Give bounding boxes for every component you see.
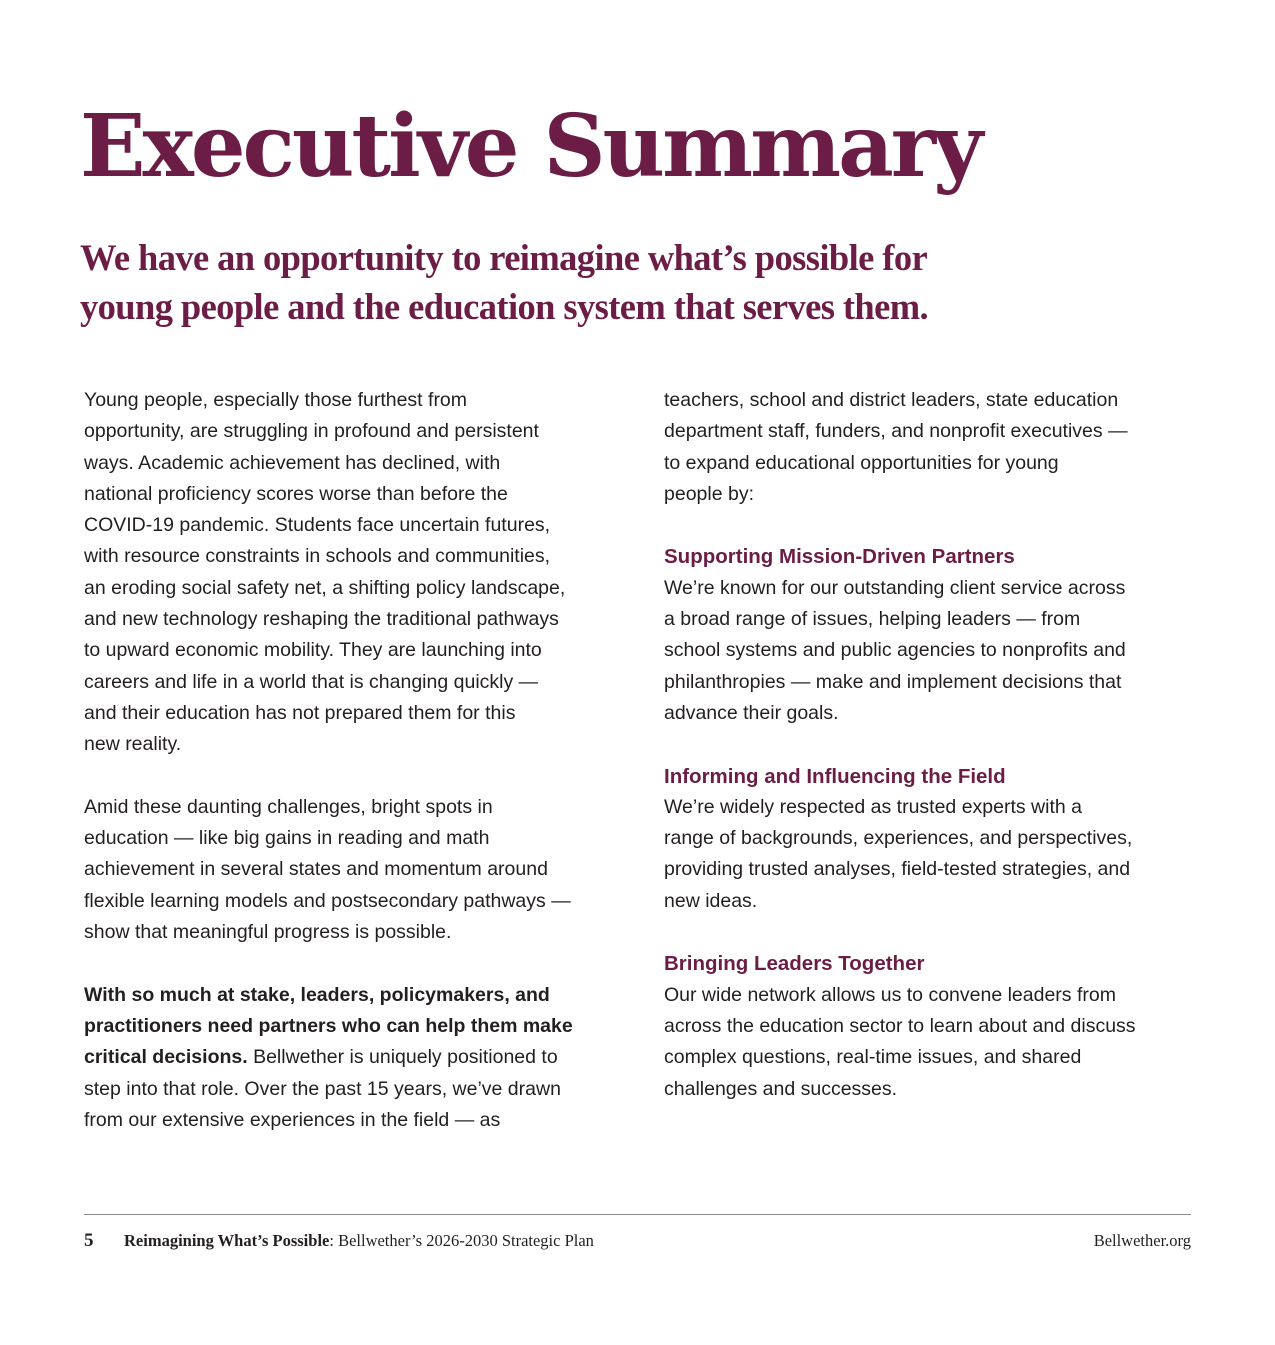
left-column	[84, 385, 624, 1136]
section-body-informing-field	[664, 792, 1194, 917]
text-line: to upward economic mobility. They are launching into	[84, 639, 542, 662]
regular-text: Bellwether is uniquely positioned to	[247, 1046, 558, 1069]
text-line: advance their goals.	[664, 701, 839, 724]
text-line: new reality.	[84, 733, 182, 756]
text-line: department staff, funders, and nonprofit executives —	[664, 420, 1128, 443]
text-line: careers and life in a world that is changing quickly —	[84, 670, 539, 693]
section-heading-bringing-leaders: Bringing Leaders Together	[664, 952, 925, 976]
subtitle-line: young people and the education system that serves them.	[80, 286, 929, 327]
subtitle-line: We have an opportunity to reimagine what’s possible for	[80, 237, 928, 278]
text-line: show that meaningful progress is possible.	[84, 921, 452, 944]
paragraph-intro-continued	[664, 385, 1194, 510]
text-line: complex questions, real-time issues, and shared	[664, 1046, 1082, 1069]
text-line: an eroding social safety net, a shifting policy landscape,	[84, 576, 566, 599]
text-line: with resource constraints in schools and communities,	[84, 545, 551, 568]
section-body-supporting-partners	[664, 573, 1194, 729]
bold-text: practitioners need partners who can help them make	[84, 1014, 573, 1037]
text-line: ways. Academic achievement has declined, with	[84, 451, 501, 474]
text-line	[84, 1042, 624, 1073]
text-line: Amid these daunting challenges, bright spots in	[84, 795, 493, 818]
page-title: Executive Summary	[80, 96, 981, 197]
bold-text: critical decisions.	[84, 1046, 248, 1069]
footer-divider	[84, 1214, 1191, 1215]
text-line: challenges and successes.	[664, 1077, 898, 1100]
text-line	[84, 980, 624, 1011]
text-line: range of backgrounds, experiences, and perspectives,	[664, 827, 1133, 850]
document-title-rest: : Bellwether’s 2026-2030 Strategic Plan	[329, 1231, 594, 1250]
text-line: step into that role. Over the past 15 years, we’ve drawn	[84, 1077, 561, 1100]
section-heading-informing-field: Informing and Influencing the Field	[664, 764, 1006, 788]
text-line: new ideas.	[664, 889, 758, 912]
text-line: school systems and public agencies to nonprofits and	[664, 639, 1126, 662]
text-line: opportunity, are struggling in profound and persistent	[84, 420, 539, 443]
bold-text: With so much at stake, leaders, policymakers, and	[84, 983, 550, 1006]
document-title	[124, 1229, 594, 1253]
text-line	[84, 1011, 624, 1042]
right-column	[664, 385, 1194, 1105]
text-line: national proficiency scores worse than before the	[84, 482, 508, 505]
document-title-bold: Reimagining What’s Possible	[124, 1231, 330, 1250]
text-line: COVID-19 pandemic. Students face uncertain futures,	[84, 514, 551, 537]
text-line: Young people, especially those furthest from	[84, 389, 468, 411]
text-line: a broad range of issues, helping leaders — from	[664, 608, 1081, 631]
text-line: to expand educational opportunities for young	[664, 451, 1059, 474]
text-line: people by:	[664, 482, 754, 505]
page-subtitle	[80, 233, 1080, 331]
paragraph-challenges	[84, 385, 624, 761]
text-line: We’re known for our outstanding client service across	[664, 576, 1126, 599]
text-line: providing trusted analyses, field-tested strategies, and	[664, 858, 1131, 881]
text-line: and their education has not prepared them for this	[84, 701, 516, 724]
text-line: achievement in several states and momentum around	[84, 858, 548, 881]
text-line: flexible learning models and postsecondary pathways —	[84, 889, 571, 912]
text-line: philanthropies — make and implement decisions that	[664, 670, 1122, 693]
section-heading-supporting-partners: Supporting Mission-Driven Partners	[664, 545, 1015, 569]
text-line: education — like big gains in reading and math	[84, 827, 490, 850]
text-line: teachers, school and district leaders, state education	[664, 389, 1119, 411]
paragraph-bright-spots	[84, 792, 624, 948]
text-line: Our wide network allows us to convene leaders from	[664, 983, 1116, 1006]
website-link[interactable]: Bellwether.org	[1093, 1231, 1191, 1250]
page-number: 5	[84, 1230, 94, 1251]
text-line: across the education sector to learn about and discuss	[664, 1014, 1136, 1037]
text-line: from our extensive experiences in the field — as	[84, 1108, 501, 1131]
text-line: We’re widely respected as trusted experts with a	[664, 795, 1082, 818]
section-body-bringing-leaders	[664, 980, 1194, 1105]
paragraph-stakes	[84, 980, 624, 1136]
text-line: and new technology reshaping the traditional pathways	[84, 608, 559, 631]
